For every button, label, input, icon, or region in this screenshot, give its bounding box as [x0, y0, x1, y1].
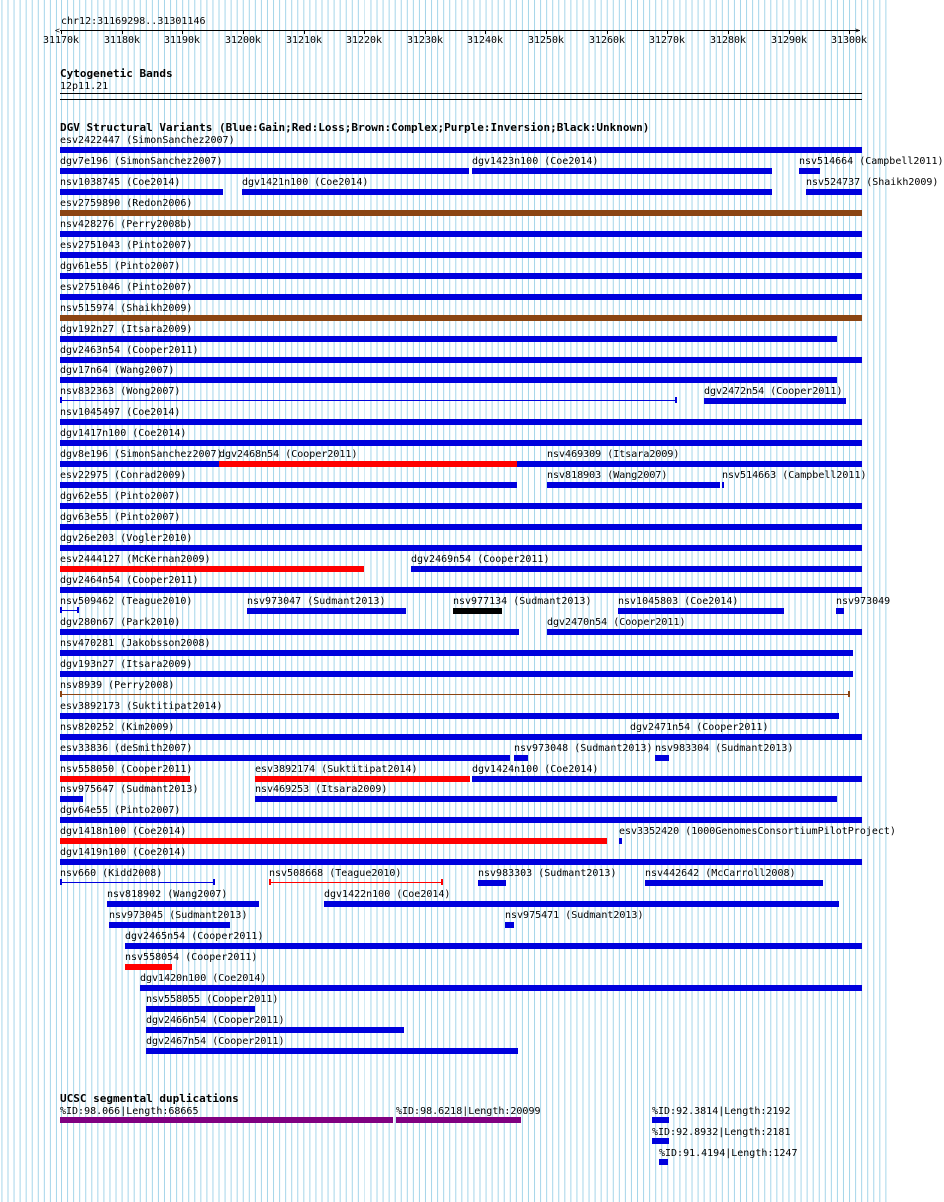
feature-glyph[interactable] — [60, 377, 837, 383]
feature-glyph[interactable] — [60, 273, 862, 279]
feature-glyph[interactable] — [269, 882, 443, 883]
feature-glyph[interactable] — [60, 566, 364, 572]
feature-label: nsv514663 (Campbell2011) — [722, 470, 867, 482]
feature-label: esv33836 (deSmith2007) — [60, 742, 193, 754]
feature-glyph[interactable] — [60, 838, 607, 844]
feature-label: %ID:98.066|Length:68665 — [60, 1106, 199, 1117]
feature-glyph[interactable] — [514, 755, 528, 761]
ruler-tick-label: 31180k — [103, 35, 141, 46]
ruler-tick — [849, 30, 850, 34]
ruler-tick-label: 31260k — [588, 35, 626, 46]
ruler-tick-label: 31270k — [648, 35, 686, 46]
feature-glyph[interactable] — [60, 713, 839, 719]
feature-glyph[interactable] — [60, 482, 517, 488]
feature-label: dgv1418n100 (Coe2014) — [60, 826, 187, 838]
feature-glyph[interactable] — [60, 587, 862, 593]
feature-glyph[interactable] — [255, 796, 837, 802]
feature-glyph[interactable] — [60, 210, 862, 216]
ruler-tick — [182, 30, 183, 34]
feature-glyph[interactable] — [60, 545, 862, 551]
feature-glyph[interactable] — [411, 566, 862, 572]
feature-label: esv3892174 (Suktitipat2014) — [255, 763, 418, 775]
segdup-track-title: UCSC segmental duplications — [60, 1092, 239, 1105]
feature-glyph[interactable] — [505, 922, 514, 928]
feature-glyph[interactable] — [547, 461, 853, 467]
ruler-tick — [425, 30, 426, 34]
feature-label: dgv1420n100 (Coe2014) — [140, 973, 267, 984]
feature-glyph[interactable] — [60, 189, 223, 195]
feature-glyph[interactable] — [60, 796, 83, 802]
feature-label: dgv192n27 (Itsara2009) — [60, 323, 193, 335]
feature-label: nsv558050 (Cooper2011) — [60, 763, 193, 775]
feature-glyph[interactable] — [722, 482, 724, 488]
feature-label: nsv514664 (Campbell2011) — [799, 155, 944, 167]
feature-label: dgv61e55 (Pinto2007) — [60, 260, 181, 272]
feature-glyph[interactable] — [655, 755, 669, 761]
cytoband-label: 12p11.21 — [60, 81, 109, 92]
feature-glyph[interactable] — [659, 1159, 668, 1165]
feature-glyph[interactable] — [146, 1027, 404, 1033]
cytoband-line-top — [60, 93, 862, 94]
feature-label: nsv442642 (McCarroll2008) — [645, 868, 796, 880]
feature-glyph[interactable] — [799, 168, 820, 174]
feature-label: dgv2472n54 (Cooper2011) — [704, 386, 843, 398]
ruler-tick — [304, 30, 305, 34]
feature-glyph[interactable] — [806, 189, 862, 195]
feature-glyph[interactable] — [547, 482, 720, 488]
feature-label: dgv26e203 (Vogler2010) — [60, 533, 193, 545]
feature-glyph[interactable] — [255, 776, 470, 782]
feature-glyph[interactable] — [60, 859, 862, 865]
feature-label: nsv469309 (Itsara2009) — [547, 449, 680, 461]
feature-label: dgv2463n54 (Cooper2011) — [60, 344, 199, 356]
feature-label: dgv2468n54 (Cooper2011) — [219, 449, 358, 461]
feature-glyph[interactable] — [60, 1117, 393, 1123]
feature-label: dgv2465n54 (Cooper2011) — [125, 931, 264, 943]
feature-glyph[interactable] — [60, 252, 862, 258]
feature-glyph[interactable] — [109, 922, 230, 928]
feature-glyph[interactable] — [453, 608, 502, 614]
feature-glyph[interactable] — [107, 901, 259, 907]
ruler-tick — [789, 30, 790, 34]
ruler-tick — [364, 30, 365, 34]
feature-label: dgv17n64 (Wang2007) — [60, 365, 175, 377]
feature-glyph[interactable] — [60, 755, 510, 761]
feature-label: nsv818902 (Wang2007) — [107, 889, 228, 901]
ruler-tick-label: 31170k — [42, 35, 80, 46]
feature-glyph[interactable] — [618, 608, 784, 614]
feature-label: nsv975647 (Sudmant2013) — [60, 784, 199, 796]
ruler-tick-label: 31300k — [830, 35, 868, 46]
feature-glyph[interactable] — [60, 610, 79, 611]
feature-label: dgv2469n54 (Cooper2011) — [411, 554, 550, 565]
ruler-tick-label: 31190k — [163, 35, 201, 46]
feature-label: esv3892173 (Suktitipat2014) — [60, 700, 223, 712]
feature-label: dgv62e55 (Pinto2007) — [60, 491, 181, 503]
feature-label: dgv2467n54 (Cooper2011) — [146, 1035, 285, 1047]
feature-glyph[interactable] — [60, 882, 215, 883]
feature-label: esv22975 (Conrad2009) — [60, 470, 187, 482]
feature-label: nsv8939 (Perry2008) — [60, 679, 175, 691]
feature-label: nsv469253 (Itsara2009) — [255, 784, 388, 796]
feature-glyph[interactable] — [146, 1048, 518, 1054]
feature-glyph[interactable] — [652, 1138, 669, 1144]
ruler-tick-label: 31210k — [285, 35, 323, 46]
feature-glyph[interactable] — [60, 231, 862, 237]
feature-label: nsv1045803 (Coe2014) — [618, 595, 739, 607]
ruler-tick — [122, 30, 123, 34]
feature-label: nsv428276 (Perry2008b) — [60, 218, 193, 230]
ruler-tick — [728, 30, 729, 34]
feature-label: %ID:91.4194|Length:1247 — [659, 1148, 798, 1159]
feature-label: nsv820252 (Kim2009) — [60, 721, 175, 733]
feature-glyph[interactable] — [396, 1117, 521, 1123]
feature-glyph[interactable] — [704, 398, 846, 404]
feature-label: dgv63e55 (Pinto2007) — [60, 512, 181, 524]
feature-label: dgv1422n100 (Coe2014) — [324, 889, 451, 901]
feature-label: nsv558055 (Cooper2011) — [146, 993, 279, 1005]
feature-glyph[interactable] — [146, 1006, 255, 1012]
feature-glyph[interactable] — [60, 147, 862, 153]
feature-label: dgv2470n54 (Cooper2011) — [547, 616, 686, 628]
feature-glyph[interactable] — [60, 419, 862, 425]
feature-glyph[interactable] — [60, 357, 862, 363]
feature-label: nsv832363 (Wong2007) — [60, 386, 181, 398]
feature-label: esv2759890 (Redon2006) — [60, 197, 193, 209]
feature-label: nsv975471 (Sudmant2013) — [505, 910, 644, 922]
feature-label: dgv1421n100 (Coe2014) — [242, 176, 369, 188]
feature-label: %ID:92.8932|Length:2181 — [652, 1127, 791, 1138]
feature-label: esv3352420 (1000GenomesConsortiumPilotProject) — [619, 826, 896, 838]
feature-glyph[interactable] — [140, 985, 862, 991]
ruler-tick-label: 31240k — [466, 35, 504, 46]
ruler-left-arrow[interactable]: < — [55, 26, 60, 35]
ruler-tick-label: 31250k — [527, 35, 565, 46]
ruler-tick-label: 31280k — [709, 35, 747, 46]
feature-label: nsv983304 (Sudmant2013) — [655, 742, 794, 754]
feature-glyph[interactable] — [125, 964, 172, 970]
feature-label: nsv524737 (Shaikh2009) — [806, 176, 939, 188]
ruler-tick-label: 31230k — [406, 35, 444, 46]
feature-label: dgv2466n54 (Cooper2011) — [146, 1014, 285, 1026]
ruler-tick-label: 31290k — [770, 35, 808, 46]
ruler-tick-label: 31220k — [345, 35, 383, 46]
feature-glyph[interactable] — [619, 838, 622, 844]
cytoband-line-bottom — [60, 99, 862, 100]
feature-glyph[interactable] — [60, 671, 853, 677]
feature-label: dgv1423n100 (Coe2014) — [472, 155, 599, 167]
feature-glyph[interactable] — [547, 629, 862, 635]
feature-glyph[interactable] — [60, 294, 862, 300]
feature-glyph[interactable] — [472, 168, 772, 174]
feature-glyph[interactable] — [60, 694, 850, 695]
feature-glyph[interactable] — [60, 400, 677, 401]
cytobands-title: Cytogenetic Bands — [60, 67, 173, 80]
dgv-track-title: DGV Structural Variants (Blue:Gain;Red:Loss;Brown:Complex;Purple:Inversion;Black:Unknown) — [60, 121, 650, 134]
feature-label: dgv8e196 (SimonSanchez2007) — [60, 449, 223, 461]
feature-label: dgv7e196 (SimonSanchez2007) — [60, 155, 223, 167]
feature-label: nsv977134 (Sudmant2013) — [453, 595, 592, 607]
feature-glyph[interactable] — [60, 503, 862, 509]
ruler-tick — [667, 30, 668, 34]
feature-label: nsv509462 (Teague2010) — [60, 595, 193, 607]
feature-glyph[interactable] — [324, 901, 839, 907]
feature-label: nsv558054 (Cooper2011) — [125, 952, 258, 964]
feature-glyph[interactable] — [247, 608, 406, 614]
feature-label: nsv470281 (Jakobsson2008) — [60, 637, 211, 649]
feature-glyph[interactable] — [60, 817, 862, 823]
feature-label: dgv2464n54 (Cooper2011) — [60, 574, 199, 586]
feature-glyph[interactable] — [60, 776, 190, 782]
ruler-right-arrow[interactable]: > — [855, 26, 860, 35]
feature-glyph[interactable] — [60, 315, 862, 321]
feature-label: dgv280n67 (Park2010) — [60, 616, 181, 628]
feature-label: nsv973045 (Sudmant2013) — [109, 910, 248, 922]
ruler-tick — [546, 30, 547, 34]
feature-label: esv2444127 (McKernan2009) — [60, 554, 211, 565]
feature-glyph[interactable] — [60, 524, 862, 530]
feature-label: nsv983303 (Sudmant2013) — [478, 868, 617, 880]
feature-label: %ID:98.6218|Length:20099 — [396, 1106, 541, 1117]
feature-label: dgv2471n54 (Cooper2011) — [630, 721, 769, 733]
feature-glyph[interactable] — [60, 440, 862, 446]
feature-glyph[interactable] — [125, 943, 862, 949]
ruler-tick — [485, 30, 486, 34]
feature-label: esv2422447 (SimonSanchez2007) — [60, 135, 235, 146]
feature-label: nsv973048 (Sudmant2013) — [514, 742, 653, 754]
feature-label: nsv1038745 (Coe2014) — [60, 176, 181, 188]
feature-label: esv2751043 (Pinto2007) — [60, 239, 193, 251]
ruler-line — [60, 30, 860, 31]
feature-label: %ID:92.3814|Length:2192 — [652, 1106, 791, 1117]
feature-label: nsv973049 — [836, 595, 891, 607]
feature-glyph[interactable] — [645, 880, 823, 886]
feature-glyph[interactable] — [836, 608, 844, 614]
ruler-location: chr12:31169298..31301146 — [61, 16, 206, 27]
feature-label: dgv193n27 (Itsara2009) — [60, 658, 193, 670]
ruler-tick-label: 31200k — [224, 35, 262, 46]
feature-label: nsv1045497 (Coe2014) — [60, 407, 181, 419]
feature-label: dgv1419n100 (Coe2014) — [60, 847, 187, 859]
feature-label: dgv1417n100 (Coe2014) — [60, 428, 187, 440]
feature-glyph[interactable] — [472, 776, 862, 782]
feature-label: nsv973047 (Sudmant2013) — [247, 595, 386, 607]
feature-glyph[interactable] — [60, 168, 469, 174]
feature-glyph[interactable] — [652, 1117, 669, 1123]
feature-label: dgv1424n100 (Coe2014) — [472, 763, 599, 775]
ruler-tick — [243, 30, 244, 34]
feature-glyph[interactable] — [630, 734, 862, 740]
ruler-tick — [607, 30, 608, 34]
feature-label: nsv818903 (Wang2007) — [547, 470, 668, 482]
feature-glyph[interactable] — [60, 629, 519, 635]
feature-glyph[interactable] — [60, 650, 853, 656]
feature-label: nsv660 (Kidd2008) — [60, 868, 163, 880]
feature-label: nsv515974 (Shaikh2009) — [60, 302, 193, 314]
feature-glyph[interactable] — [478, 880, 506, 886]
feature-label: dgv64e55 (Pinto2007) — [60, 805, 181, 817]
ruler-tick — [61, 30, 62, 34]
feature-label: esv2751046 (Pinto2007) — [60, 281, 193, 293]
feature-glyph[interactable] — [242, 189, 772, 195]
feature-glyph[interactable] — [219, 461, 517, 467]
feature-glyph[interactable] — [60, 336, 837, 342]
feature-label: nsv508668 (Teague2010) — [269, 868, 402, 880]
